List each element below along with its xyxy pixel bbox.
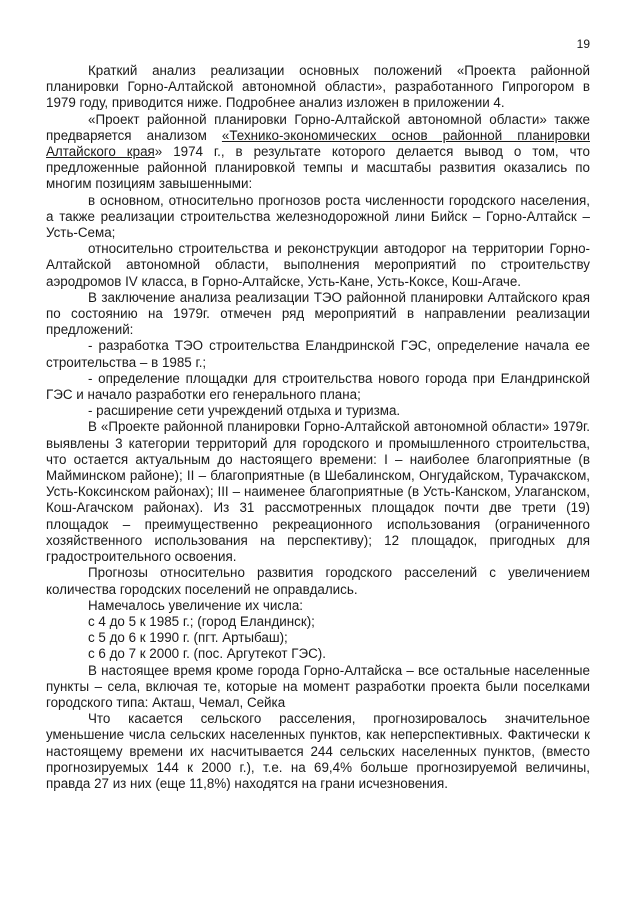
list-item: - определение площадки для строительства нового города при Еландринской ГЭС и начало разработки его генерального плана; <box>46 370 590 403</box>
list-item: - расширение сети учреждений отдыха и туризма. <box>88 403 401 419</box>
paragraph-project-analysis <box>46 112 590 193</box>
paragraph-forecasts: Прогнозы относительно развития городского расселений с увеличением количества городских поселений не оправдались. <box>46 565 590 597</box>
page-number: 19 <box>576 37 590 51</box>
paragraph-text: «Проект районной планировки Горно-Алтайской автономной области» также предваряется анализом <box>46 111 590 143</box>
paragraph-text: » 1974 г., в результате которого делается вывод о том, что предложенные районной планировкой темпы и масштабы развития оказались по многим позициям завышенными: <box>46 144 590 192</box>
list-item: с 4 до 5 к 1985 г.; (город Еландинск); <box>88 613 315 629</box>
paragraph-current: В настоящее время кроме города Горно-Алтайска – все остальные населенные пункты – села, включая те, которые на момент разработки проекта были поселками городского типа: Акташ, Чемал, Сейка <box>46 662 590 710</box>
paragraph-categories: В «Проекте районной планировки Горно-Алтайской автономной области» 1979г. выявлены 3 категории территорий для городского и промышленного строительства, что остается актуальным до настоящего времени: I – наиболее благоприятные (в Майминском районе); II – благоприятные (в Шебалинском, Онгудайском, Турачакском, Усть-Коксинском районах); III – наименее благоприятные (в Усть-Канском, Улаганском, Кош-Агачском районах). Из 31 рассмотренных площадок почти две трети (19) площадок – преимущественно рекреационного использования (ограниченного хозяйственного использования на перспективу); 12 площадок, пригодных для градостроительного освоения. <box>46 419 590 565</box>
paragraph-rural: Что касается сельского расселения, прогнозировалось значительное уменьшение числа сельских населенных пунктов, как неперспективных. Фактически к настоящему времени их насчитывается 244 сельских населенных пунктов, (вместо прогнозируемых 144 к 2000 г.), т.е. на 69,4% больше прогнозируемой величины, правда 27 из них (еще 11,8%) находятся на грани исчезновения. <box>46 711 590 791</box>
paragraph-population: в основном, относительно прогнозов роста численности городского населения, а также реализации строительства железнодорожной лини Бийск – Горно-Алтайск – Усть-Сема; <box>46 192 590 241</box>
list-item: с 5 до 6 к 1990 г. (пгт. Артыбаш); <box>88 630 288 646</box>
paragraph-roads: относительно строительства и реконструкции автодорог на территории Горно-Алтайской автономной области, выполнения мероприятий по строительству аэродромов IV класса, в Горно-Алтайске, Усть-Кане, Усть-Коксе, Кош-Агаче. <box>46 241 590 289</box>
paragraph-conclusion: В заключение анализа реализации ТЭО районной планировки Алтайского края по состоянию на 1979г. отмечен ряд мероприятий в направлении реализации предложений: <box>46 289 590 338</box>
paragraph-planned: Намечалось увеличение их числа: <box>88 597 304 613</box>
list-item: - разработка ТЭО строительства Еландринской ГЭС, определение начала ее строительства – в 1985 г.; <box>46 338 590 370</box>
list-item: с 6 до 7 к 2000 г. (пос. Аргутекот ГЭС). <box>88 646 326 662</box>
document-body <box>46 63 590 792</box>
teo-reference-link[interactable]: «Технико-экономических основ районной планировки Алтайского края <box>46 127 590 160</box>
paragraph-intro: Краткий анализ реализации основных положений «Проекта районной планировки Горно-Алтайской автономной области», разработанного Гипрогором в 1979 году, приводится ниже. Подробнее анализ изложен в приложении 4. <box>46 63 590 111</box>
